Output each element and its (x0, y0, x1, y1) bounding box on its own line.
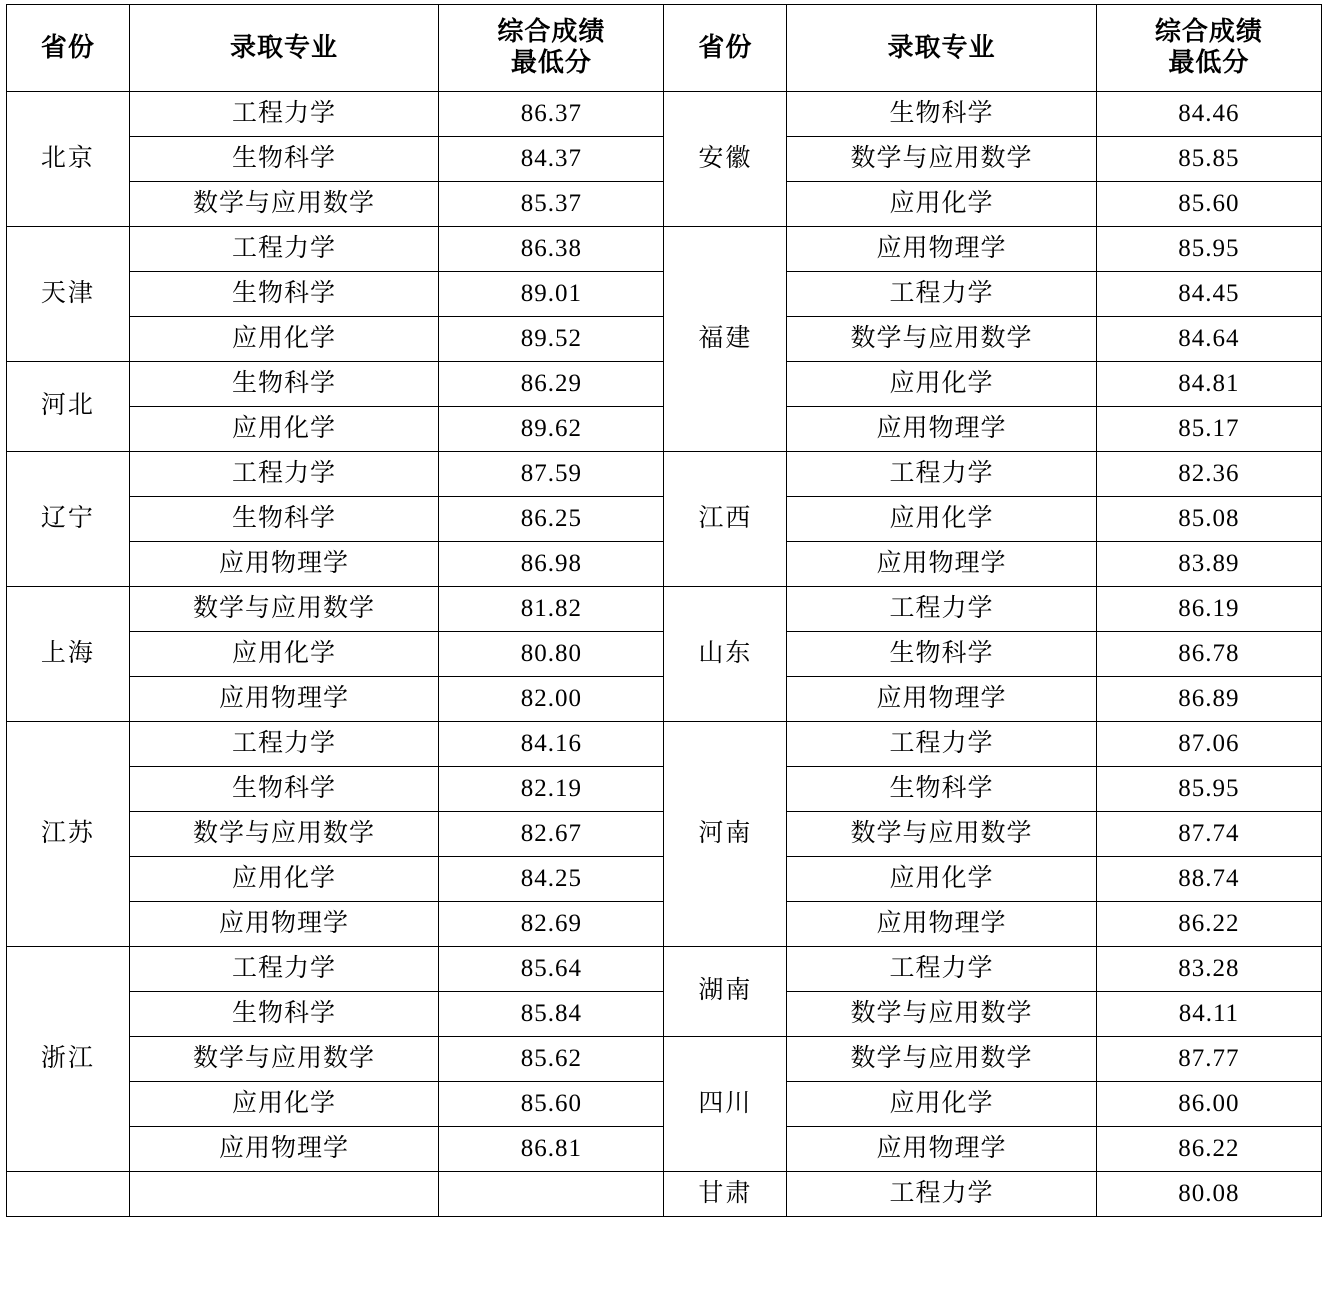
score-cell-left: 84.37 (439, 137, 664, 182)
major-cell-right: 工程力学 (787, 587, 1096, 632)
province-cell-left: 河北 (7, 362, 130, 452)
major-cell-left: 数学与应用数学 (129, 182, 438, 227)
province-cell-right: 湖南 (664, 947, 787, 1037)
table-row (7, 452, 1322, 497)
score-cell-right: 87.74 (1096, 812, 1321, 857)
major-cell-left: 应用化学 (129, 1082, 438, 1127)
score-cell-left: 86.38 (439, 227, 664, 272)
major-cell-right: 数学与应用数学 (787, 992, 1096, 1037)
header-score-right-line1: 综合成绩 (1154, 17, 1263, 47)
header-score-right (1096, 5, 1321, 92)
table-row (7, 722, 1322, 767)
major-cell-left: 生物科学 (129, 137, 438, 182)
score-cell-left (439, 1172, 664, 1217)
province-cell-right: 安徽 (664, 92, 787, 227)
major-cell-right: 应用化学 (787, 1082, 1096, 1127)
score-cell-left: 89.62 (439, 407, 664, 452)
major-cell-right: 应用物理学 (787, 407, 1096, 452)
score-cell-left: 82.69 (439, 902, 664, 947)
table-row (7, 587, 1322, 632)
score-cell-right: 84.11 (1096, 992, 1321, 1037)
score-cell-right: 83.28 (1096, 947, 1321, 992)
major-cell-left: 应用物理学 (129, 1127, 438, 1172)
major-cell-left: 应用物理学 (129, 902, 438, 947)
province-cell-right: 甘肃 (664, 1172, 787, 1217)
header-score-left-line2: 最低分 (510, 48, 592, 77)
header-score-left-line1: 综合成绩 (497, 17, 606, 47)
score-cell-left: 82.00 (439, 677, 664, 722)
header-score-right-line2: 最低分 (1168, 48, 1250, 77)
score-cell-right: 88.74 (1096, 857, 1321, 902)
major-cell-left: 工程力学 (129, 92, 438, 137)
province-cell-right: 河南 (664, 722, 787, 947)
province-cell-right: 山东 (664, 587, 787, 722)
major-cell-right: 应用物理学 (787, 542, 1096, 587)
header-score-left (439, 5, 664, 92)
major-cell-right: 生物科学 (787, 632, 1096, 677)
major-cell-right: 应用化学 (787, 182, 1096, 227)
score-cell-right: 83.89 (1096, 542, 1321, 587)
major-cell-left: 工程力学 (129, 452, 438, 497)
score-cell-left: 82.19 (439, 767, 664, 812)
major-cell-right: 应用化学 (787, 362, 1096, 407)
score-cell-left: 86.25 (439, 497, 664, 542)
major-cell-right: 生物科学 (787, 92, 1096, 137)
major-cell-left: 应用化学 (129, 407, 438, 452)
province-cell-right: 江西 (664, 452, 787, 587)
score-cell-right: 86.78 (1096, 632, 1321, 677)
major-cell-left: 应用物理学 (129, 542, 438, 587)
major-cell-left: 工程力学 (129, 947, 438, 992)
score-cell-right: 87.77 (1096, 1037, 1321, 1082)
score-cell-right: 84.45 (1096, 272, 1321, 317)
major-cell-right: 数学与应用数学 (787, 812, 1096, 857)
province-cell-left: 江苏 (7, 722, 130, 947)
major-cell-right: 工程力学 (787, 1172, 1096, 1217)
score-cell-left: 85.60 (439, 1082, 664, 1127)
score-cell-left: 89.01 (439, 272, 664, 317)
table-row (7, 227, 1322, 272)
major-cell-left: 生物科学 (129, 272, 438, 317)
major-cell-left: 生物科学 (129, 497, 438, 542)
score-cell-right: 86.22 (1096, 1127, 1321, 1172)
score-cell-right: 86.22 (1096, 902, 1321, 947)
header-province-right: 省份 (664, 5, 787, 92)
score-cell-left: 86.81 (439, 1127, 664, 1172)
province-cell-left: 辽宁 (7, 452, 130, 587)
score-cell-left: 85.64 (439, 947, 664, 992)
score-cell-left: 87.59 (439, 452, 664, 497)
province-cell-right: 四川 (664, 1037, 787, 1172)
major-cell-right: 数学与应用数学 (787, 137, 1096, 182)
score-cell-left: 82.67 (439, 812, 664, 857)
major-cell-right: 应用化学 (787, 857, 1096, 902)
table-row (7, 92, 1322, 137)
score-cell-right: 87.06 (1096, 722, 1321, 767)
header-major-right: 录取专业 (787, 5, 1096, 92)
major-cell-left: 生物科学 (129, 767, 438, 812)
major-cell-right: 工程力学 (787, 272, 1096, 317)
province-cell-left: 天津 (7, 227, 130, 362)
major-cell-right: 工程力学 (787, 452, 1096, 497)
score-cell-left: 86.98 (439, 542, 664, 587)
major-cell-right: 数学与应用数学 (787, 317, 1096, 362)
score-cell-left: 81.82 (439, 587, 664, 632)
major-cell-right: 工程力学 (787, 947, 1096, 992)
major-cell-left: 数学与应用数学 (129, 587, 438, 632)
major-cell-right: 应用物理学 (787, 1127, 1096, 1172)
major-cell-left: 应用化学 (129, 857, 438, 902)
score-cell-right: 84.81 (1096, 362, 1321, 407)
score-cell-right: 85.60 (1096, 182, 1321, 227)
header-major-left: 录取专业 (129, 5, 438, 92)
major-cell-left: 工程力学 (129, 722, 438, 767)
score-cell-right: 85.95 (1096, 227, 1321, 272)
score-cell-right: 85.08 (1096, 497, 1321, 542)
province-cell-left (7, 1172, 130, 1217)
major-cell-left: 数学与应用数学 (129, 812, 438, 857)
province-cell-left: 上海 (7, 587, 130, 722)
table-body (7, 92, 1322, 1217)
province-cell-left: 北京 (7, 92, 130, 227)
province-cell-right: 福建 (664, 227, 787, 452)
major-cell-left: 生物科学 (129, 992, 438, 1037)
major-cell-right: 工程力学 (787, 722, 1096, 767)
score-cell-left: 80.80 (439, 632, 664, 677)
table-row (7, 1037, 1322, 1082)
admission-score-table (6, 4, 1322, 1217)
header-province-left: 省份 (7, 5, 130, 92)
table-row (7, 947, 1322, 992)
major-cell-left: 应用物理学 (129, 677, 438, 722)
header-row (7, 5, 1322, 92)
score-cell-left: 84.16 (439, 722, 664, 767)
score-cell-right: 80.08 (1096, 1172, 1321, 1217)
score-cell-left: 86.37 (439, 92, 664, 137)
major-cell-left: 生物科学 (129, 362, 438, 407)
major-cell-left: 工程力学 (129, 227, 438, 272)
major-cell-left: 应用化学 (129, 632, 438, 677)
major-cell-left: 数学与应用数学 (129, 1037, 438, 1082)
score-cell-right: 84.46 (1096, 92, 1321, 137)
score-cell-right: 85.17 (1096, 407, 1321, 452)
score-cell-right: 85.95 (1096, 767, 1321, 812)
major-cell-right: 应用物理学 (787, 677, 1096, 722)
major-cell-left: 应用化学 (129, 317, 438, 362)
score-cell-right: 86.19 (1096, 587, 1321, 632)
table-row (7, 1172, 1322, 1217)
score-cell-left: 89.52 (439, 317, 664, 362)
score-cell-right: 82.36 (1096, 452, 1321, 497)
score-cell-left: 85.62 (439, 1037, 664, 1082)
score-cell-left: 84.25 (439, 857, 664, 902)
major-cell-right: 数学与应用数学 (787, 1037, 1096, 1082)
score-cell-right: 84.64 (1096, 317, 1321, 362)
score-cell-right: 86.00 (1096, 1082, 1321, 1127)
major-cell-right: 应用物理学 (787, 227, 1096, 272)
major-cell-right: 应用物理学 (787, 902, 1096, 947)
score-cell-left: 85.84 (439, 992, 664, 1037)
score-cell-left: 85.37 (439, 182, 664, 227)
major-cell-left (129, 1172, 438, 1217)
major-cell-right: 生物科学 (787, 767, 1096, 812)
province-cell-left: 浙江 (7, 947, 130, 1172)
score-cell-right: 86.89 (1096, 677, 1321, 722)
major-cell-right: 应用化学 (787, 497, 1096, 542)
score-cell-right: 85.85 (1096, 137, 1321, 182)
table-header (7, 5, 1322, 92)
score-cell-left: 86.29 (439, 362, 664, 407)
